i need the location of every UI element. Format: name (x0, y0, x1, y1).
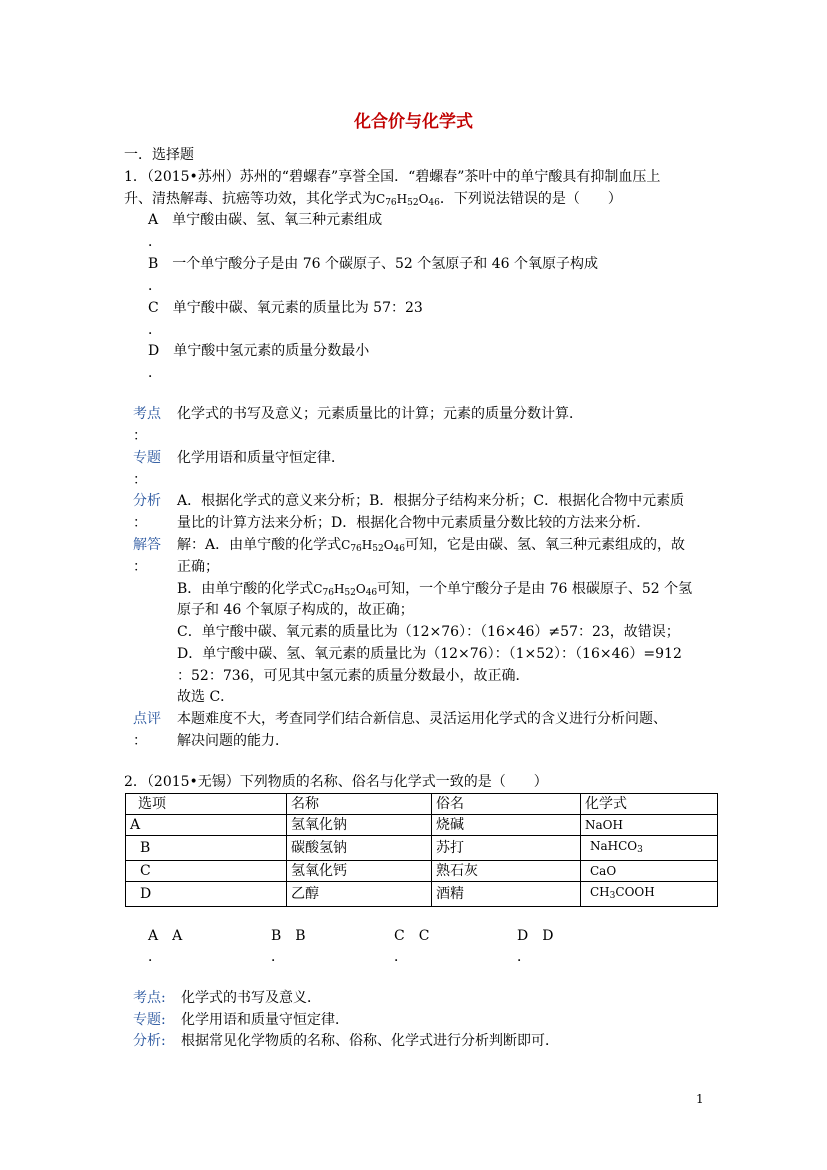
q1-option-b: B 一个单宁酸分子是由 76 个碳原子、52 个氢原子和 46 个氧原子构成 (148, 256, 598, 272)
q1-stem-line2: 升、清热解毒、抗癌等功效，其化学式为$C_{76}H_{52}O_{46}$．下列说法错误的是（ ） (124, 191, 622, 208)
table-cell: 氢氧化钠 (287, 815, 432, 836)
jieda-line4: 原子和 46 个氧原子构成的，故正确； (177, 602, 414, 618)
jieda-line3: B．由单宁酸的化学式$C_{76}H_{52}O_{46}$可知，一个单宁酸分子是由 76 根碳原子、52 个氢 (177, 581, 693, 598)
option-dot: ． (148, 365, 162, 381)
jieda-line6: D．单宁酸中碳、氢、氧元素的质量比为（12×76）：（1×52）：（16×46）=912 (177, 646, 682, 662)
q1-option-c: C 单宁酸中碳、氧元素的质量比为 57：23 (148, 300, 423, 316)
q2-zhuanti-text: 化学用语和质量守恒定律． (181, 1012, 349, 1028)
dianping-label: 点评 (133, 711, 161, 727)
table-cell: D (126, 882, 287, 907)
jieda-line5: C．单宁酸中碳、氧元素的质量比为（12×76）：（16×46）≠57：23，故错误； (177, 624, 680, 640)
q2-answer-c: C C (394, 928, 430, 944)
label-colon: ： (133, 428, 147, 444)
table-row (126, 861, 718, 882)
table-header: 选项 (126, 794, 287, 815)
fenxi-line2: 量比的计算方法来分析；D．根据化合物中元素质量分数比较的方法来分析． (177, 515, 651, 531)
label-colon: ： (133, 733, 147, 749)
q2-stem: 2．（2015•无锡）下列物质的名称、俗名与化学式一致的是（ ） (124, 774, 548, 790)
table-header-row (126, 794, 718, 815)
q2-table (125, 793, 718, 907)
q2-fenxi-text: 根据常见化学物质的名称、俗称、化学式进行分析判断即可． (181, 1033, 559, 1049)
table-cell: $CH_3COOH$ (581, 882, 718, 907)
table-cell: B (126, 836, 287, 861)
kaodian-label: 考点 (133, 406, 161, 422)
q1-formula: $C_{76}H_{52}O_{46}$ (376, 192, 440, 208)
table-cell: 氢氧化钙 (287, 861, 432, 882)
q2-zhuanti-label: 专题: (133, 1012, 166, 1028)
q2-answer-a: A A (148, 928, 183, 944)
dianping-line1: 本题难度不大，考查同学们结合新信息、灵活运用化学式的含义进行分析问题、 (177, 711, 667, 727)
option-dot: ． (148, 278, 162, 294)
dianping-line2: 解决问题的能力． (177, 733, 289, 749)
table-header: 俗名 (432, 794, 581, 815)
q2-kaodian-label: 考点: (133, 990, 166, 1006)
q2-kaodian-text: 化学式的书写及意义． (181, 990, 321, 1006)
table-cell: CaO (581, 861, 718, 882)
option-dot: ． (148, 949, 162, 965)
q2-answer-d: D D (517, 928, 554, 944)
table-cell: 乙醇 (287, 882, 432, 907)
option-dot: ． (148, 234, 162, 250)
table-row (126, 882, 718, 907)
q1-option-a: A 单宁酸由碳、氢、氧三种元素组成 (148, 212, 383, 228)
label-colon: ： (133, 559, 147, 575)
option-dot: ． (148, 322, 162, 338)
table-cell: 酒精 (432, 882, 581, 907)
table-cell: 熟石灰 (432, 861, 581, 882)
zhuanti-label: 专题 (133, 450, 161, 466)
page-number: 1 (696, 1092, 704, 1106)
jieda-line1: 解：A．由单宁酸的化学式$C_{76}H_{52}O_{46}$可知，它是由碳、氢、氧三种元素组成的，故 (177, 537, 685, 554)
kaodian-text: 化学式的书写及意义；元素质量比的计算；元素的质量分数计算． (177, 406, 583, 422)
fenxi-line1: A．根据化学式的意义来分析；B．根据分子结构来分析；C．根据化合物中元素质 (177, 493, 685, 509)
section-heading: 一．选择题 (124, 147, 194, 163)
table-cell: NaHCO$_3$ (581, 836, 718, 861)
q1-stem-line1: 1．（2015•苏州）苏州的“碧螺春”享誉全国．“碧螺春”茶叶中的单宁酸具有抑制血压上 (124, 169, 661, 185)
table-header: 化学式 (581, 794, 718, 815)
table-cell: 烧碱 (432, 815, 581, 836)
table-cell: A (126, 815, 287, 836)
q2-fenxi-label: 分析: (133, 1033, 166, 1049)
q1-option-d: D 单宁酸中氢元素的质量分数最小 (148, 343, 370, 359)
page-title: 化合价与化学式 (354, 112, 473, 132)
table-cell: NaOH (581, 815, 718, 836)
table-header: 名称 (287, 794, 432, 815)
table-cell: 碳酸氢钠 (287, 836, 432, 861)
option-dot: ． (517, 949, 531, 965)
table-row (126, 815, 718, 836)
jieda-line8: 故选 C． (177, 689, 235, 705)
table-row (126, 836, 718, 861)
jieda-line2: 正确； (177, 559, 219, 575)
zhuanti-text: 化学用语和质量守恒定律． (177, 450, 345, 466)
q2-answer-b: B B (271, 928, 306, 944)
label-colon: ： (133, 472, 147, 488)
jieda-line7: ：52：736，可见其中氢元素的质量分数最小，故正确． (177, 668, 530, 684)
option-dot: ． (271, 949, 285, 965)
fenxi-label: 分析 (133, 493, 161, 509)
label-colon: ： (133, 515, 147, 531)
table-cell: 苏打 (432, 836, 581, 861)
table-cell: C (126, 861, 287, 882)
jieda-label: 解答 (133, 537, 161, 553)
option-dot: ． (394, 949, 408, 965)
